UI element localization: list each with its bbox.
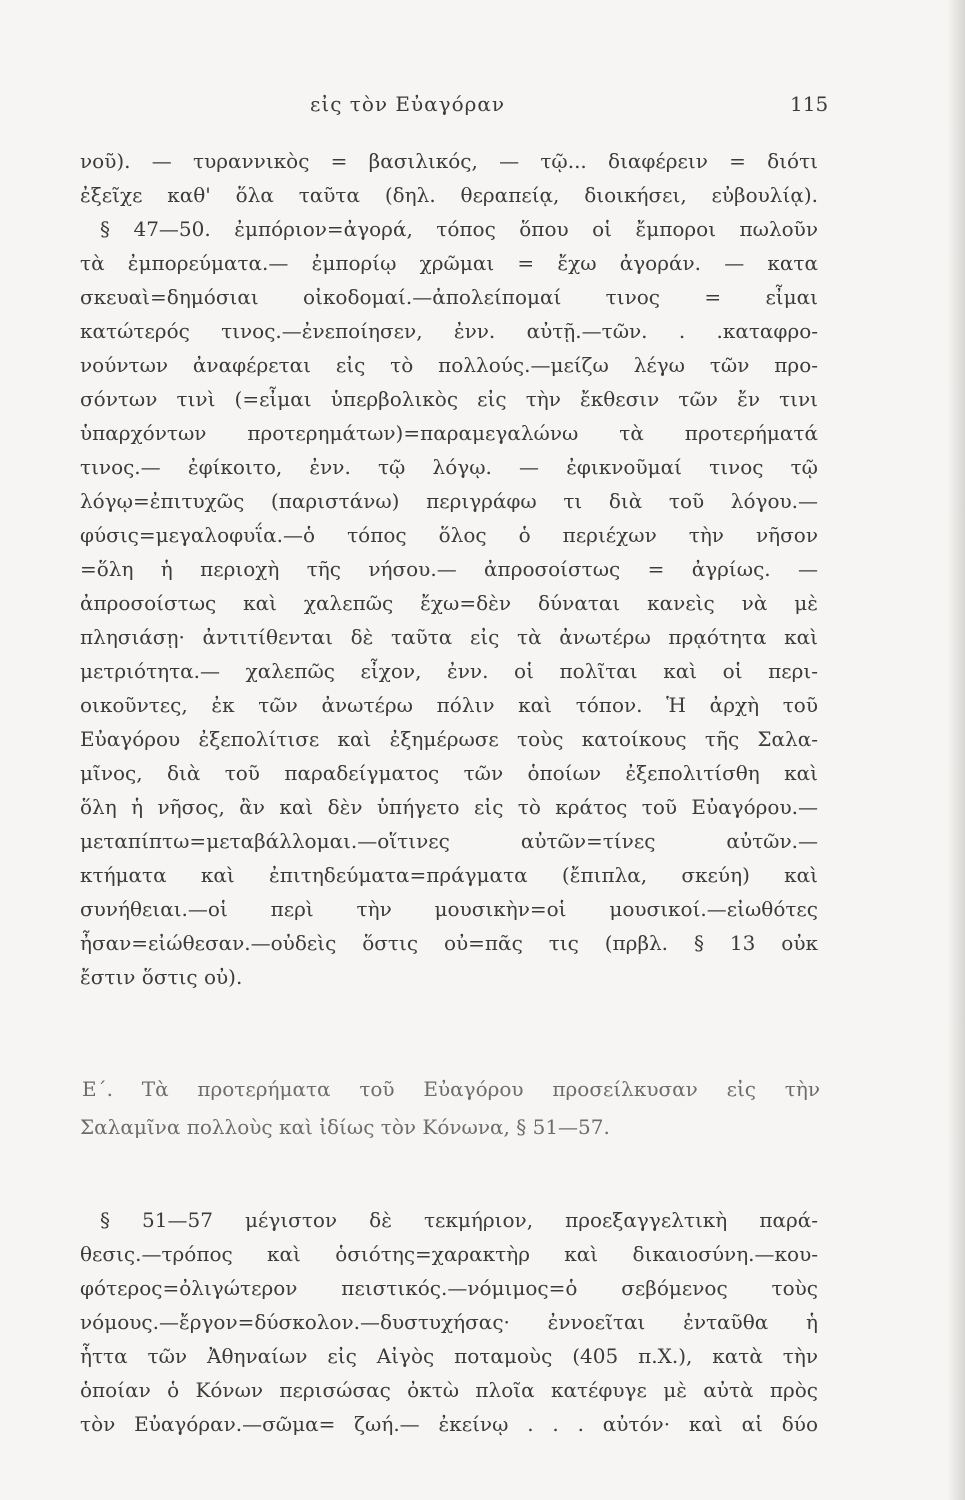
section-heading-line: Σαλαμῖνα πολλοὺς καὶ ἰδίως τὸν Κόνωνα, § 51—57. <box>80 1115 610 1139</box>
commentary-line: § 51—57 μέγιστον δὲ τεκμήριον, προεξαγγελτικὴ παρά- <box>100 1208 818 1232</box>
commentary-line: ἦσαν=εἰώθεσαν.—οὐδεὶς ὅστις οὐ=πᾶς τις (πρβλ. § 13 οὐκ <box>80 931 818 955</box>
commentary-line: νούντων ἀναφέρεται εἰς τὸ πολλούς.—μείζω λέγω τῶν προ- <box>80 353 818 377</box>
commentary-line: φύσις=μεγαλοφυΐα.—ὁ τόπος ὅλος ὁ περιέχων τὴν νῆσον <box>80 523 818 547</box>
commentary-line: κατώτερός τινος.—ἐνεποίησεν, ἐνν. αὐτῇ.—τῶν. . .καταφρο- <box>80 319 818 343</box>
commentary-line: πλησιάσῃ· ἀντιτίθενται δὲ ταῦτα εἰς τὰ ἀνωτέρω πρᾳότητα καὶ <box>80 625 818 649</box>
commentary-line: οικοῦντες, ἐκ τῶν ἀνωτέρω πόλιν καὶ τόπον. Ἡ ἀρχὴ τοῦ <box>80 693 818 717</box>
commentary-line: σόντων τινὶ (=εἶμαι ὑπερβολικὸς εἰς τὴν ἔκθεσιν τῶν ἔν τινι <box>80 387 818 411</box>
commentary-line: Εὐαγόρου ἐξεπολίτισε καὶ ἐξημέρωσε τοὺς κατοίκους τῆς Σαλα- <box>80 727 818 751</box>
commentary-line: σκευαὶ=δημόσιαι οἰκοδομαί.—ἀπολείπομαί τινος = εἶμαι <box>80 285 818 309</box>
commentary-line: ὅλη ἡ νῆσος, ἂν καὶ δὲν ὑπήγετο εἰς τὸ κράτος τοῦ Εὐαγόρου.— <box>80 795 818 819</box>
commentary-line: λόγῳ=ἐπιτυχῶς (παριστάνω) περιγράφω τι διὰ τοῦ λόγου.— <box>80 489 818 513</box>
commentary-line: κτήματα καὶ ἐπιτηδεύματα=πράγματα (ἔπιπλα, σκεύη) καὶ <box>80 863 818 887</box>
commentary-line: θεσις.—τρόπος καὶ ὁσιότης=χαρακτὴρ καὶ δικαιοσύνη.—κου- <box>80 1242 818 1266</box>
commentary-line: μεταπίπτω=μεταβάλλομαι.—οἵτινες αὐτῶν=τίνες αὐτῶν.— <box>80 829 818 853</box>
commentary-line: νοῦ). — τυραννικὸς = βασιλικός, — τῷ... διαφέρειν = διότι <box>80 149 818 173</box>
commentary-line: ἧττα τῶν Ἀθηναίων εἰς Αἰγὸς ποταμοὺς (405 π.Χ.), κατὰ τὴν <box>80 1344 818 1368</box>
commentary-line: ἐξεῖχε καθ' ὅλα ταῦτα (δηλ. θεραπείᾳ, διοικήσει, εὐβουλίᾳ). <box>80 183 818 207</box>
commentary-line: ὑπαρχόντων προτερημάτων)=παραμεγαλώνω τὰ προτερήματά <box>80 421 818 445</box>
commentary-line: τὰ ἐμπορεύματα.— ἐμπορίῳ χρῶμαι = ἔχω ἀγοράν. — κατα <box>80 251 818 275</box>
commentary-line: μῖνος, διὰ τοῦ παραδείγματος τῶν ὁποίων ἐξεπολιτίσθη καὶ <box>80 761 818 785</box>
commentary-line: τινος.— ἐφίκοιτο, ἐνν. τῷ λόγῳ. — ἐφικνοῦμαί τινος τῷ <box>80 455 818 479</box>
page-edge-shadow <box>947 0 965 1500</box>
commentary-line: ἀπροσοίστως καὶ χαλεπῶς ἔχω=δὲν δύναται κανεὶς νὰ μὲ <box>80 591 818 615</box>
commentary-line: =ὅλη ἡ περιοχὴ τῆς νήσου.— ἀπροσοίστως = ἀγρίως. — <box>80 557 818 581</box>
commentary-line: ὁποίαν ὁ Κόνων περισώσας ὀκτὼ πλοῖα κατέφυγε μὲ αὐτὰ πρὸς <box>80 1378 818 1402</box>
commentary-line: συνήθειαι.—οἱ περὶ τὴν μουσικὴν=οἱ μουσικοί.—εἰωθότες <box>80 897 818 921</box>
commentary-line: φότερος=ὀλιγώτερον πειστικός.—νόμιμος=ὁ σεβόμενος τοὺς <box>80 1276 818 1300</box>
page-number: 115 <box>790 92 829 116</box>
commentary-line: νόμους.—ἔργον=δύσκολον.—δυστυχήσας· ἐννοεῖται ἐνταῦθα ἡ <box>80 1310 818 1334</box>
commentary-line: τὸν Εὐαγόραν.—σῶμα= ζωή.— ἐκείνῳ . . . αὐτόν· καὶ αἱ δύο <box>80 1412 818 1436</box>
commentary-line: § 47—50. ἐμπόριον=ἀγορά, τόπος ὅπου οἱ ἔμποροι πωλοῦν <box>100 217 818 241</box>
running-head: εἰς τὸν Εὐαγόραν <box>310 92 506 116</box>
commentary-line: ἔστιν ὅστις οὐ). <box>80 965 243 989</box>
section-heading-line: Ε΄. Τὰ προτερήματα τοῦ Εὐαγόρου προσείλκυσαν εἰς τὴν <box>82 1077 820 1101</box>
commentary-line: μετριότητα.— χαλεπῶς εἶχον, ἐνν. οἱ πολῖται καὶ οἱ περι- <box>80 659 818 683</box>
